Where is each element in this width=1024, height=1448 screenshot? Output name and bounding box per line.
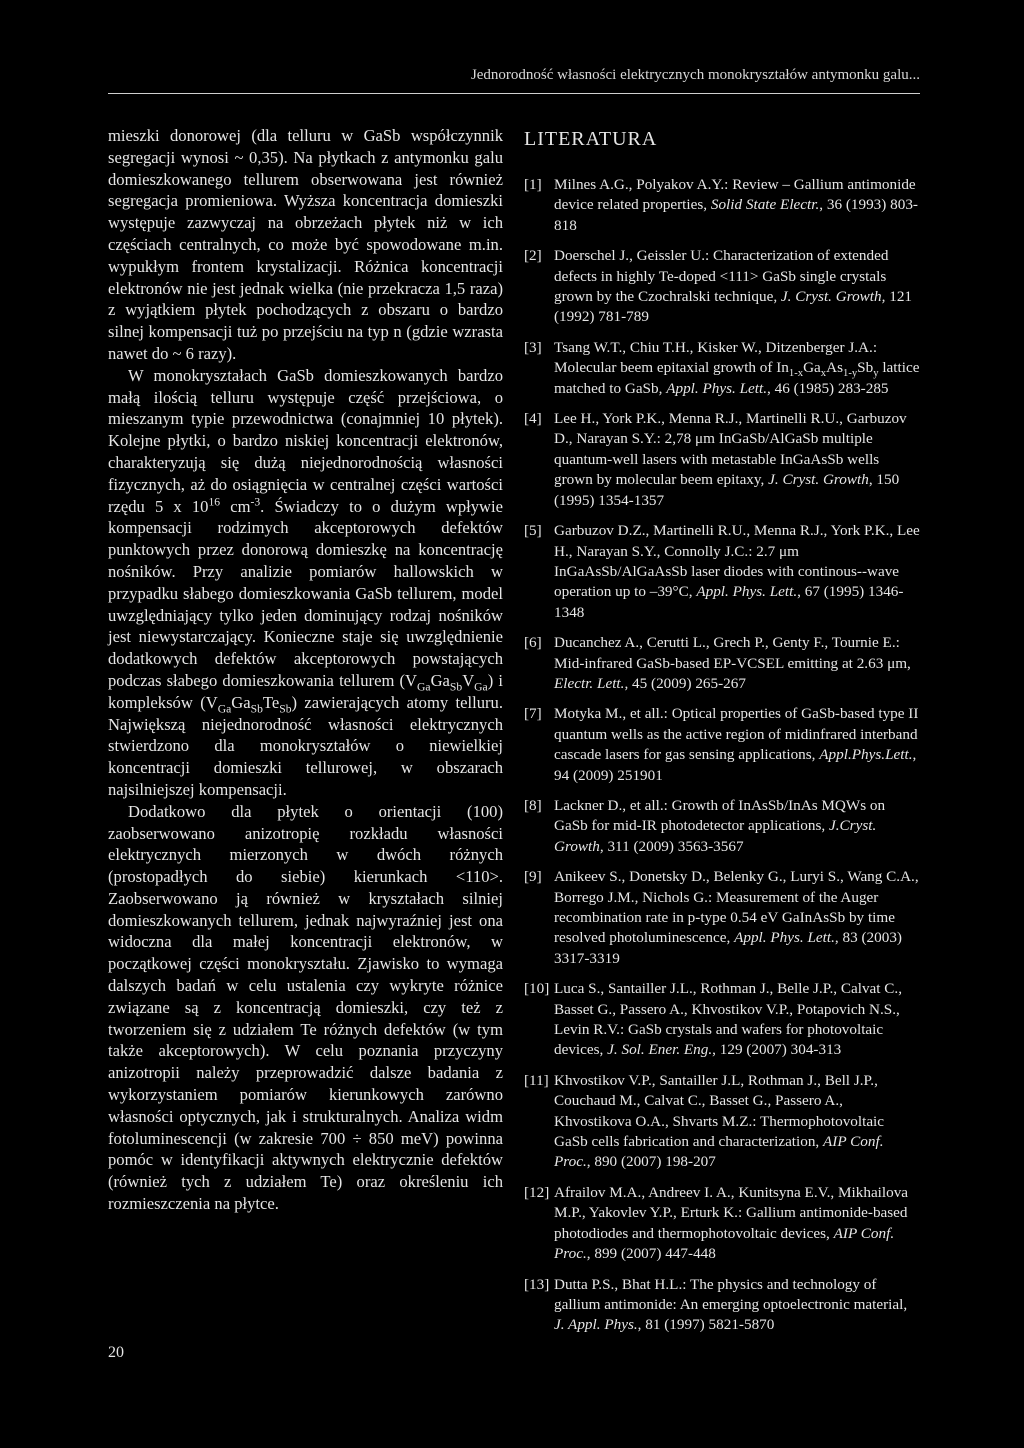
header-rule	[108, 93, 920, 94]
paragraph-3: Dodatkowo dla płytek o orientacji (100) zaobserwowano anizotropię rozkładu własności elektrycznych mierzonych w dwóch różnych (prostopadłych do siebie) kierunkach <110>. Zaobserwowano ją również w kryształach silniej domieszkowanych tellurem, jednak najwyraźniej jest ona widoczna dla małej koncentracji elektronów, w początkowej części monokryształu. Zjawisko to wymaga dalszych badań w celu ustalenia czy wykryte różnice związane są z koncentracją domieszki, czy też z tworzeniem się z udziałem Te różnych defektów (w tym także akceptorowych). W celu poznania przyczyny anizotropii należy przeprowadzić dalsze badania z wykorzystaniem pomiarów kierunkowych zarówno własności optycznych, jak i strukturalnych. Analiza widm fotoluminescencji (w zakresie 700 ÷ 850 meV) powinna pomóc w identyfikacji aktywnych elektrycznie defektów (również tych z udziałem Te) oraz określeniu ich rozmieszczenia na płytce.	[108, 801, 503, 1214]
reference-details: , 94 (2009) 251901	[554, 746, 917, 784]
formula-sub: 1-y	[843, 368, 858, 380]
reference-number: [3]	[524, 338, 542, 356]
reference-item	[524, 1275, 920, 1336]
reference-authors: Afrailov M.A., Andreev I. A., Kunitsyna E.V., Mikhailova M.P., Yakovlev Y.P., Erturk K.: Gallium antimonide-based photodiodes and thermophotovoltaic devices,	[554, 1183, 909, 1242]
reference-authors: Lee H., York P.K., Menna R.J., Martinelli R.U., Garbuzov D., Narayan S.Y.: 2,78 μm InGaSb/AlGaSb multiple quantum-well lasers with metastable InGaAsSb wells grown by molecular beem epitaxy,	[554, 410, 907, 489]
reference-details: , 45 (2009) 265-267	[624, 674, 746, 692]
reference-text	[554, 796, 920, 857]
p2-sym-4: Ga	[231, 692, 251, 712]
paragraph-1: mieszki donorowej (dla telluru w GaSb współczynnik segregacji wynosi ~ 0,35). Na płytkach z antymonku galu domieszkowanego tellurem obserwowana jest również segregacja promieniowa. Wyższa koncentracja domieszki występuje zazwyczaj na obrzeżach płytek niż w ich częściach centralnych, co może być spowodowane m.in. wypukłym frontem krystalizacji. Różnica koncentracji elektronów nie jest jednak wielka (nie przekracza 1,5 raza) z wyjątkiem płytek pochodzących z obszaru o bardzo silnej kompensacji tuż po przejściu na typ n (gdzie wzrasta nawet do ~ 6 razy).	[108, 126, 503, 363]
reference-text	[554, 867, 920, 969]
literature-heading: LITERATURA	[524, 128, 658, 150]
reference-number: [4]	[524, 410, 542, 428]
reference-journal: J.Cryst. Growth,	[554, 817, 877, 855]
reference-journal: J. Appl. Phys.	[554, 1316, 638, 1334]
reference-number: [1]	[524, 176, 542, 193]
formula-element: Sb	[857, 359, 874, 377]
reference-text	[554, 521, 920, 623]
reference-item	[524, 246, 920, 328]
formula-sub: 1-x	[788, 368, 804, 380]
reference-item	[524, 867, 920, 969]
reference-authors: Motyka M., et all.: Optical properties of GaSb-based type II quantum wells as the active region of midinfrared interband cascade lasers for gas sensing applications,	[554, 705, 919, 764]
reference-number: [9]	[524, 868, 542, 886]
paragraph-2	[108, 365, 503, 801]
p2-sub-6: Sb	[279, 702, 292, 716]
reference-details: , 890 (2007) 198-207	[586, 1153, 716, 1171]
reference-text	[554, 338, 920, 399]
p2-sub-2: Sb	[449, 680, 463, 694]
p2-sub-3: Ga	[474, 680, 488, 694]
reference-journal: J. Sol. Ener. Eng.	[607, 1041, 713, 1059]
reference-item	[524, 979, 920, 1061]
reference-authors: Milnes A.G., Polyakov A.Y.: Review – Gallium antimonide device related properties,	[554, 176, 916, 214]
reference-journal: J. Cryst. Growth,	[780, 288, 886, 306]
reference-number: [13]	[524, 1275, 550, 1293]
reference-item	[524, 521, 920, 623]
reference-text	[554, 1275, 920, 1336]
p2-sub-1: Ga	[417, 680, 431, 694]
reference-journal: Appl.Phys.Lett.	[819, 746, 913, 764]
reference-text	[554, 633, 920, 694]
reference-journal: AIP Conf. Proc.	[554, 1133, 884, 1171]
p2-exponent-2: -3	[250, 495, 261, 509]
reference-item	[524, 796, 920, 857]
page-number: 20	[108, 1344, 124, 1361]
formula-element: Ga	[803, 359, 821, 377]
reference-authors: Lackner D., et all.: Growth of InAsSb/InAs MQWs on GaSb for mid-IR photodetector applications,	[554, 796, 886, 835]
references-column	[524, 128, 920, 1346]
reference-item	[524, 175, 920, 236]
p2-part-b: . Świadczy to o dużym wpływie kompensacji rodzimych akceptorowych defektów punktowych przez donorową domieszkę na koncentrację nośników. Przy analizie pomiarów hallowskich w przypadku słabego domieszkowania GaSb tellurem, model uwzględniający tylko jeden dominujący rodzaj nośników jest niewystarczający. Konieczne staje się uwzględnienie dodatkowych defektów akceptorowych powstających podczas słabego domieszkowania tellurem (V	[108, 496, 504, 690]
reference-details: , 67 (1995) 1346-1348	[554, 583, 904, 621]
reference-authors: Garbuzov D.Z., Martinelli R.U., Menna R.J., York P.K., Lee H., Narayan S.Y., Connolly J.C.: 2.7 μm InGaAsSb/AlGaAsSb laser diodes with continous--wave operation up to –39°C,	[554, 522, 920, 601]
p2-sym-2: V	[462, 670, 475, 690]
reference-authors: Luca S., Santailler J.L., Rothman J., Belle J.P., Calvat C., Basset G., Passero A., Khvostikov V.P., Potapovich N.S., Levin R.V.: GaSb crystals and wafers for photovoltaic devices,	[554, 980, 903, 1059]
reference-item	[524, 704, 920, 786]
reference-details: , 81 (1997) 5821-5870	[637, 1316, 775, 1334]
reference-details: , 36 (1993) 803-818	[554, 196, 918, 234]
p2-unit: cm	[220, 496, 251, 516]
reference-number: [11]	[524, 1071, 549, 1089]
reference-text	[554, 979, 920, 1061]
reference-journal: Appl. Phys. Lett.	[734, 929, 835, 947]
reference-item	[524, 409, 920, 511]
reference-item	[524, 1183, 920, 1265]
reference-details: , 899 (2007) 447-448	[586, 1245, 716, 1263]
reference-journal: Electr. Lett.	[554, 674, 625, 692]
reference-item	[524, 633, 920, 694]
p2-part-d: ) zawierających atomy telluru. Największą niejednorodność własności elektrycznych stwierdzono dla monokryształów o niewielkiej koncentracji domieszki tellurowej, w obszarach najsilniejszej kompensacji.	[108, 692, 504, 799]
body-text-column	[108, 125, 503, 1215]
reference-authors: Doerschel J., Geissler U.: Characterization of extended defects in highly Te-doped <111> GaSb single crystals grown by the Czochralski technique,	[554, 247, 889, 306]
reference-details: , 150 (1995) 1354-1357	[554, 471, 900, 509]
reference-authors: Dutta P.S., Bhat H.L.: The physics and technology of gallium antimonide: An emerging optoelectronic material,	[554, 1275, 908, 1313]
reference-authors: Anikeev S., Donetsky D., Belenky G., Luryi S., Wang C.A., Borrego J.M., Nichols G.: Measurement of the Auger recombination rate in p-type 0.54 eV GaInAsSb by time resolved photoluminescence,	[554, 868, 919, 947]
reference-journal: Solid State Electr.	[710, 196, 820, 214]
reference-number: [7]	[524, 705, 542, 723]
formula-sub: y	[873, 368, 879, 380]
reference-number: [6]	[524, 634, 542, 652]
p2-sym-5: Te	[262, 692, 280, 712]
reference-text	[554, 704, 920, 786]
reference-number: [5]	[524, 522, 542, 540]
reference-item	[524, 1071, 920, 1173]
formula-sub: x	[820, 368, 827, 380]
p2-sym-1: Ga	[430, 670, 450, 690]
p2-sub-4: Ga	[217, 702, 232, 716]
reference-journal: Appl. Phys. Lett.	[696, 583, 798, 601]
reference-authors-cont: lattice matched to GaSb,	[554, 359, 920, 397]
reference-journal: J. Cryst. Growth	[768, 471, 869, 489]
reference-number: [8]	[524, 796, 542, 814]
reference-details: , 46 (1985) 283-285	[767, 379, 889, 397]
reference-details: 121 (1992) 781-789	[554, 288, 912, 326]
reference-text	[554, 409, 920, 511]
reference-details: , 83 (2003) 3317-3319	[554, 929, 902, 967]
reference-number: [10]	[524, 980, 550, 998]
p2-sub-5: Sb	[250, 702, 263, 716]
p2-part-a: W monokryształach GaSb domieszkowanych bardzo małą ilością telluru występuje część przejściowa, o mieszanym typie przewodnictwa (conajmniej 10 płytek). Kolejne płytki, o bardzo niskiej koncentracji elektronów, charakteryzują się dużą niejednorodnością własności fizycznych, aż do osiągnięcia w centralnej części wartości rzędu 5 x 10	[108, 365, 503, 516]
running-head: Jednorodność własności elektrycznych monokryształów antymonku galu...	[470, 67, 920, 83]
reference-number: [2]	[524, 247, 542, 265]
reference-details: 311 (2009) 3563-3567	[603, 837, 744, 855]
reference-text	[554, 246, 920, 328]
reference-authors: Tsang W.T., Chiu T.H., Kisker W., Ditzenberger J.A.: Molecular beem epitaxial growth of In	[554, 338, 878, 377]
reference-authors: Ducanchez A., Cerutti L., Grech P., Genty F., Tournie E.: Mid-infrared GaSb-based EP-VCSEL emitting at 2.63 μm,	[554, 634, 911, 672]
reference-journal: AIP Conf. Proc.	[554, 1224, 895, 1263]
formula-element: As	[826, 359, 843, 377]
p2-part-c: ) i kompleksów (V	[108, 670, 503, 712]
reference-text	[554, 175, 920, 236]
reference-authors: Khvostikov V.P., Santailler J.L, Rothman J., Bell J.P., Couchaud M., Calvat C., Basset G., Passero A., Khvostikova O.A., Shvarts M.Z.: Thermophotovoltaic GaSb cells fabrication and characterization,	[554, 1071, 885, 1151]
reference-details: , 129 (2007) 304-313	[712, 1041, 842, 1059]
p2-exponent-1: 16	[208, 495, 221, 509]
reference-journal: Appl. Phys. Lett.	[666, 379, 768, 397]
reference-text	[554, 1183, 920, 1265]
reference-item	[524, 338, 920, 399]
reference-number: [12]	[524, 1183, 550, 1201]
reference-text	[554, 1071, 920, 1173]
